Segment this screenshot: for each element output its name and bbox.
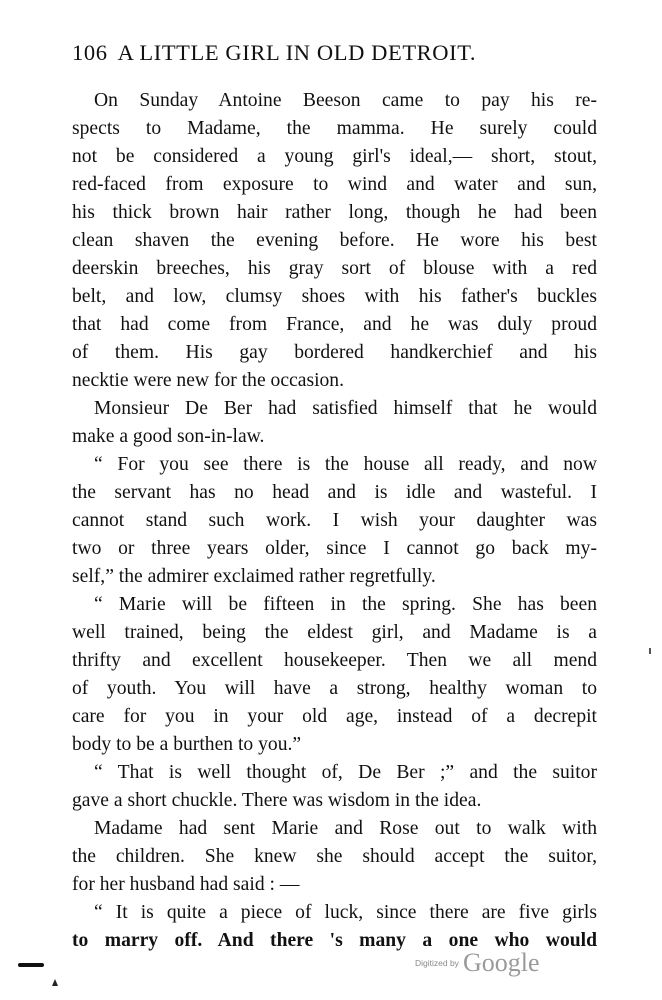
text-line: deerskin breeches, his gray sort of blouse with a red bbox=[72, 258, 597, 279]
text-line: red-faced from exposure to wind and water and sun, bbox=[72, 174, 597, 195]
text-line: body to be a burthen to you.” bbox=[72, 734, 302, 755]
text-line: “ Marie will be fifteen in the spring. She has been bbox=[94, 594, 597, 615]
text-line: cannot stand such work. I wish your daughter was bbox=[72, 510, 597, 531]
text-line: that had come from France, and he was duly proud bbox=[72, 314, 597, 335]
text-line: the servant has no head and is idle and wasteful. I bbox=[72, 482, 597, 503]
running-header bbox=[72, 40, 602, 66]
text-line: his thick brown hair rather long, though he had been bbox=[72, 202, 597, 223]
text-line: two or three years older, since I cannot go back my- bbox=[72, 538, 597, 559]
margin-speck bbox=[649, 648, 651, 654]
digitized-by-google-watermark bbox=[415, 948, 539, 978]
page-number: 106 bbox=[72, 40, 108, 65]
text-line: of them. His gay bordered handkerchief and his bbox=[72, 342, 597, 363]
scan-mark bbox=[18, 963, 44, 967]
text-line: “ For you see there is the house all ready, and now bbox=[94, 454, 597, 475]
text-line: gave a short chuckle. There was wisdom in the idea. bbox=[72, 790, 482, 811]
text-line: care for you in your old age, instead of a decrepit bbox=[72, 706, 597, 727]
text-line: spects to Madame, the mamma. He surely could bbox=[72, 118, 597, 139]
google-logo: Google bbox=[462, 948, 540, 977]
text-line: self,” the admirer exclaimed rather regretfully. bbox=[72, 566, 436, 587]
text-line: clean shaven the evening before. He wore his best bbox=[72, 230, 597, 251]
text-line: to marry off. And there 's many a one who would bbox=[72, 930, 597, 951]
text-line: On Sunday Antoine Beeson came to pay his re- bbox=[94, 90, 597, 111]
running-title: A LITTLE GIRL IN OLD DETROIT. bbox=[117, 40, 477, 65]
digitized-by-label: Digitized by bbox=[415, 958, 459, 968]
text-line: thrifty and excellent housekeeper. Then we all mend bbox=[72, 650, 597, 671]
text-line: make a good son-in-law. bbox=[72, 426, 265, 447]
text-line: “ It is quite a piece of luck, since there are five girls bbox=[94, 902, 597, 923]
text-line: of youth. You will have a strong, healthy woman to bbox=[72, 678, 597, 699]
text-line: well trained, being the eldest girl, and Madame is a bbox=[72, 622, 597, 643]
text-line: belt, and low, clumsy shoes with his father's buckles bbox=[72, 286, 597, 307]
text-line: necktie were new for the occasion. bbox=[72, 370, 345, 391]
text-line: “ That is well thought of, De Ber ;” and the suitor bbox=[94, 762, 597, 783]
text-line: Madame had sent Marie and Rose out to walk with bbox=[94, 818, 597, 839]
text-line: not be considered a young girl's ideal,— short, stout, bbox=[72, 146, 597, 167]
text-line: the children. She knew she should accept the suitor, bbox=[72, 846, 597, 867]
scan-tick-mark bbox=[52, 979, 58, 986]
text-line: Monsieur De Ber had satisfied himself that he would bbox=[94, 398, 597, 419]
text-line: for her husband had said : — bbox=[72, 874, 300, 895]
